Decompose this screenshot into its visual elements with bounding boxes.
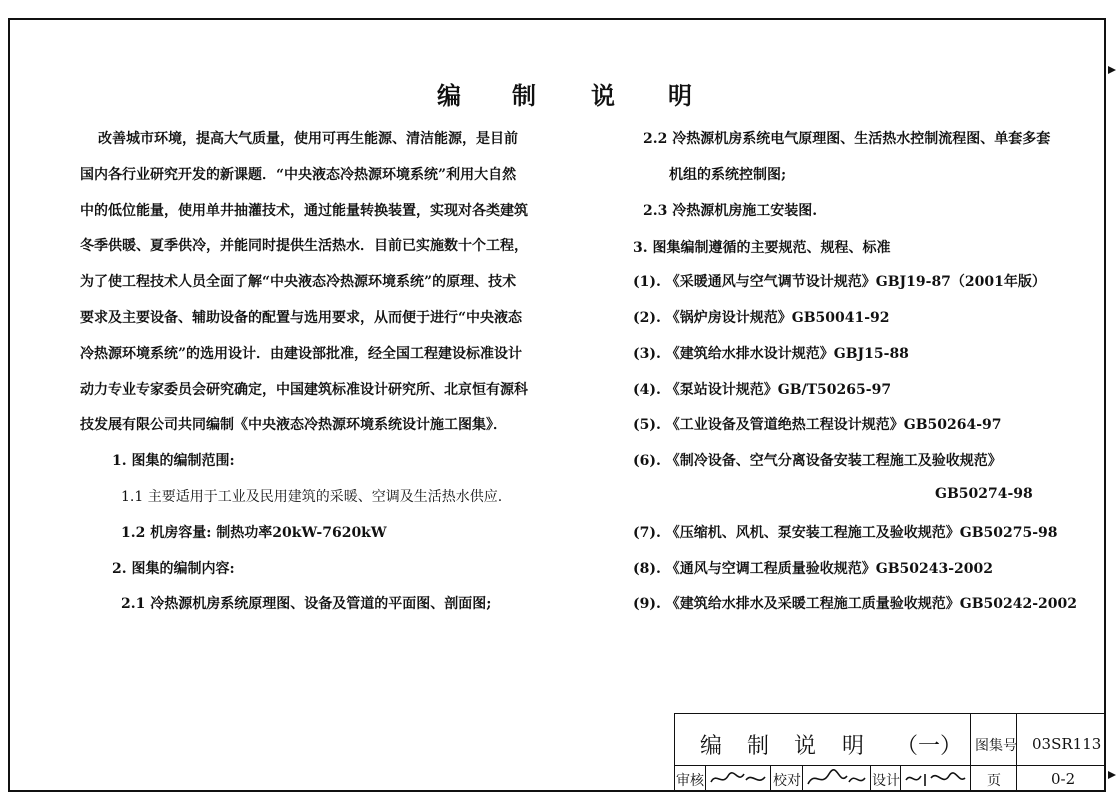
text-line: 国内各行业研究开发的新课题．“中央液态冷热源环境系统”利用大自然 bbox=[80, 167, 517, 183]
page-title bbox=[0, 76, 1116, 108]
designer-label: 设计 bbox=[872, 773, 900, 789]
sheet-title-char: 制 bbox=[747, 734, 770, 759]
text-line: 2.2 冷热源机房系统电气原理图、生活热水控制流程图、单套多套 bbox=[643, 131, 1051, 147]
text-line: 冷热源环境系统”的选用设计．由建设部批准，经全国工程建设标准设计 bbox=[80, 346, 523, 362]
reference-item: (9). 《建筑给水排水及采暖工程施工质量验收规范》GB50242-2002 bbox=[633, 596, 1078, 612]
sheet-title-char: 说 bbox=[794, 734, 817, 759]
reference-item: (3). 《建筑给水排水设计规范》GBJ15-88 bbox=[633, 346, 909, 362]
title-block-divider bbox=[970, 713, 971, 792]
text-line: 1.1 主要适用于工业及民用建筑的采暖、空调及生活热水供应. bbox=[121, 489, 503, 505]
text-line: 要求及主要设备、辅助设备的配置与选用要求，从而便于进行“中央液态 bbox=[80, 310, 523, 326]
sheet-title-char: 明 bbox=[842, 734, 865, 759]
section-heading: 3. 图集编制遵循的主要规范、规程、标准 bbox=[633, 240, 891, 256]
title-block bbox=[674, 713, 1106, 792]
text-line: 技发展有限公司共同编制《中央液态冷热源环境系统设计施工图集》． bbox=[80, 417, 507, 433]
text-line: 中的低位能量，使用单井抽灌技术，通过能量转换装置，实现对各类建筑 bbox=[80, 203, 528, 219]
reference-item: (6). 《制冷设备、空气分离设备安装工程施工及验收规范》 bbox=[633, 453, 1002, 469]
text-line: 动力专业专家委员会研究确定，中国建筑标准设计研究所、北京恒有源科 bbox=[80, 382, 528, 398]
title-block-divider bbox=[900, 765, 901, 792]
text-line: 冬季供暖、夏季供冷，并能同时提供生活热水．目前已实施数十个工程， bbox=[80, 238, 528, 254]
text-line: 2.1 冷热源机房系统原理图、设备及管道的平面图、剖面图; bbox=[121, 596, 492, 612]
reviewer-label: 审核 bbox=[676, 773, 704, 789]
page-label: 页 bbox=[987, 773, 1001, 789]
reference-item: (5). 《工业设备及管道绝热工程设计规范》GB50264-97 bbox=[633, 417, 1002, 433]
margin-arrow-marker bbox=[1108, 771, 1116, 779]
title-block-divider bbox=[870, 765, 871, 792]
checker-signature bbox=[805, 768, 867, 790]
title-char: 编 bbox=[437, 81, 461, 110]
title-block-divider bbox=[674, 765, 1106, 766]
title-block-divider bbox=[802, 765, 803, 792]
title-char: 明 bbox=[668, 81, 692, 110]
reviewer-signature bbox=[708, 768, 768, 790]
sheet-title-char: 编 bbox=[700, 734, 723, 759]
page-number: 0-2 bbox=[1051, 770, 1076, 788]
title-char: 制 bbox=[512, 81, 536, 110]
sheet-title-part: （一） bbox=[896, 734, 963, 759]
section-heading: 1. 图集的编制范围: bbox=[112, 453, 235, 469]
text-line: 机组的系统控制图; bbox=[669, 167, 787, 183]
text-line: 2.3 冷热源机房施工安装图. bbox=[643, 203, 818, 219]
reference-item: (2). 《锅炉房设计规范》GB50041-92 bbox=[633, 310, 890, 326]
title-char: 说 bbox=[591, 81, 615, 110]
designer-signature bbox=[903, 768, 967, 790]
checker-label: 校对 bbox=[773, 773, 801, 789]
reference-item: (1). 《采暖通风与空气调节设计规范》GBJ19-87（2001年版） bbox=[633, 274, 1046, 290]
reference-item: (4). 《泵站设计规范》GB/T50265-97 bbox=[633, 382, 892, 398]
text-line: 1.2 机房容量: 制热功率20kW-7620kW bbox=[121, 525, 387, 541]
reference-code: GB50274-98 bbox=[935, 486, 1033, 502]
atlas-number-label: 图集号 bbox=[975, 738, 1017, 754]
margin-arrow-marker bbox=[1108, 66, 1116, 74]
section-heading: 2. 图集的编制内容: bbox=[112, 561, 235, 577]
title-block-divider bbox=[770, 765, 771, 792]
atlas-number: 03SR113 bbox=[1032, 735, 1102, 753]
reference-item: (8). 《通风与空调工程质量验收规范》GB50243-2002 bbox=[633, 561, 994, 577]
title-block-divider bbox=[705, 765, 706, 792]
reference-item: (7). 《压缩机、风机、泵安装工程施工及验收规范》GB50275-98 bbox=[633, 525, 1058, 541]
text-line: 改善城市环境，提高大气质量，使用可再生能源、清洁能源，是目前 bbox=[98, 131, 518, 147]
text-line: 为了使工程技术人员全面了解“中央液态冷热源环境系统”的原理、技术 bbox=[80, 274, 517, 290]
